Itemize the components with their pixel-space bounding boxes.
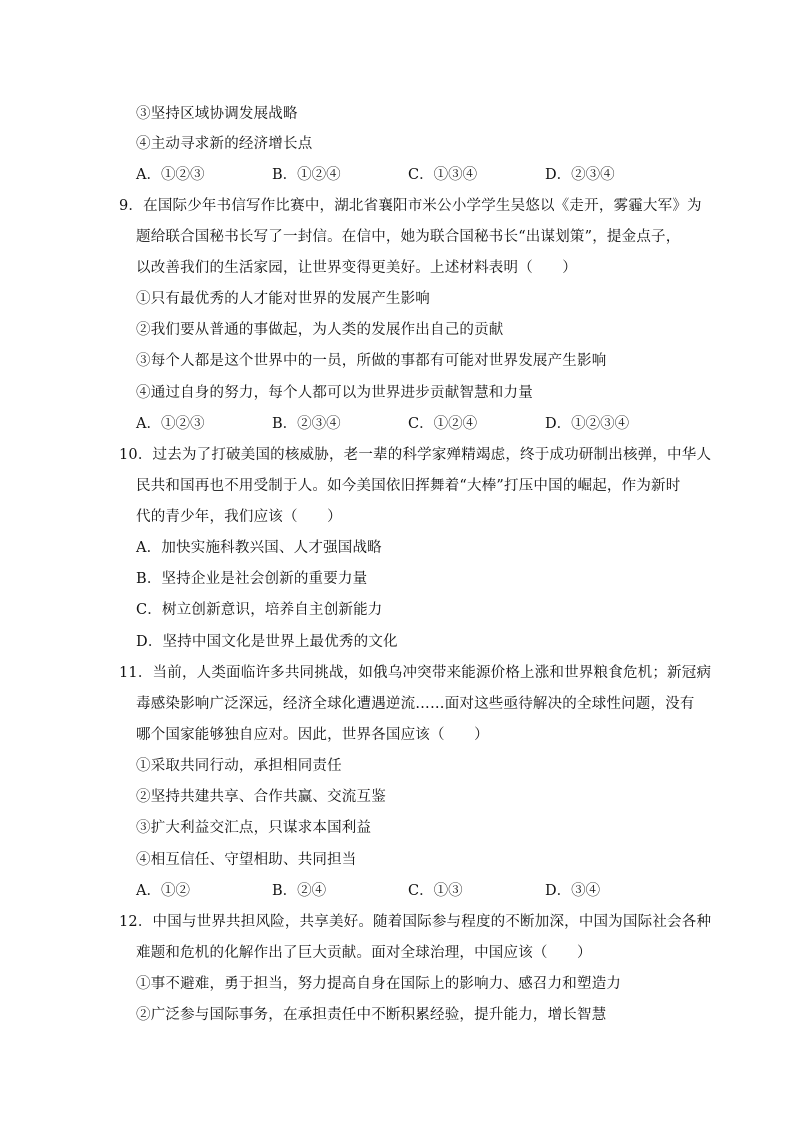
q11-stem-line-3: 哪个国家能够独自应对。因此，世界各国应该（ ） xyxy=(136,727,489,743)
q8-option-c: C．①③④ xyxy=(408,167,478,183)
q9-stem-line-1: 9．在国际少年书信写作比赛中，湖北省襄阳市米公小学学生吴悠以《走开，雾霾大军》为 xyxy=(119,198,702,214)
q12-item-2: ②广泛参与国际事务，在承担责任中不断积累经验，提升能力，增长智慧 xyxy=(136,1007,607,1023)
q11-option-a: A．①② xyxy=(136,883,190,899)
q9-option-d: D．①②③④ xyxy=(545,416,630,432)
q8-item-3: ③坚持区域协调发展战略 xyxy=(136,106,298,122)
q9-option-b: B．②③④ xyxy=(272,416,341,432)
q9-option-a: A．①②③ xyxy=(136,416,205,432)
q9-item-3: ③每个人都是这个世界中的一员，所做的事都有可能对世界发展产生影响 xyxy=(136,353,607,369)
q10-option-c: C．树立创新意识，培养自主创新能力 xyxy=(136,602,383,618)
q11-option-d: D．③④ xyxy=(545,883,601,899)
q11-item-3: ③扩大利益交汇点，只谋求本国利益 xyxy=(136,820,372,836)
q11-item-4: ④相互信任、守望相助、共同担当 xyxy=(136,852,357,868)
q11-option-c: C．①③ xyxy=(408,883,463,899)
q12-item-1: ①事不避难，勇于担当，努力提高自身在国际上的影响力、感召力和塑造力 xyxy=(136,976,622,992)
q11-stem-line-1: 11．当前，人类面临许多共同挑战，如俄乌冲突带来能源价格上涨和世界粮食危机；新冠病 xyxy=(119,665,712,681)
q8-option-a: A．①②③ xyxy=(136,167,205,183)
q10-stem-line-1: 10．过去为了打破美国的核威胁，老一辈的科学家殚精竭虑，终于成功研制出核弹，中华人 xyxy=(119,447,712,463)
q9-item-4: ④通过自身的努力，每个人都可以为世界进步贡献智慧和力量 xyxy=(136,385,533,401)
q12-stem-line-1: 12．中国与世界共担风险，共享美好。随着国际参与程度的不断加深，中国为国际社会各种 xyxy=(119,914,712,930)
q9-stem-line-3: 以改善我们的生活家园，让世界变得更美好。上述材料表明（ ） xyxy=(136,260,577,276)
q9-stem-line-2: 题给联合国秘书长写了一封信。在信中，她为联合国秘书长“出谋划策”，提金点子， xyxy=(136,229,681,245)
q10-option-d: D．坚持中国文化是世界上最优秀的文化 xyxy=(136,634,398,650)
q11-option-b: B．②④ xyxy=(272,883,327,899)
q9-option-c: C．①②④ xyxy=(408,416,478,432)
q12-stem-line-2: 难题和危机的化解作出了巨大贡献。面对全球治理，中国应该（ ） xyxy=(136,945,592,961)
q11-stem-line-2: 毒感染影响广泛深远，经济全球化遭遇逆流……面对这些亟待解决的全球性问题，没有 xyxy=(136,696,695,712)
q11-item-1: ①采取共同行动，承担相同责任 xyxy=(136,758,342,774)
q10-stem-line-2: 民共和国再也不用受制于人。如今美国依旧挥舞着“大棒”打压中国的崛起，作为新时 xyxy=(136,478,681,494)
q10-option-a: A．加快实施科教兴国、人才强国战略 xyxy=(136,540,382,556)
q8-option-d: D．②③④ xyxy=(545,167,615,183)
q9-item-1: ①只有最优秀的人才能对世界的发展产生影响 xyxy=(136,291,430,307)
q10-stem-line-3: 代的青少年，我们应该（ ） xyxy=(136,509,342,525)
q8-item-4: ④主动寻求新的经济增长点 xyxy=(136,136,313,152)
q11-item-2: ②坚持共建共享、合作共赢、交流互鉴 xyxy=(136,789,386,805)
q9-item-2: ②我们要从普通的事做起，为人类的发展作出自己的贡献 xyxy=(136,322,504,338)
q10-option-b: B．坚持企业是社会创新的重要力量 xyxy=(136,571,368,587)
q8-option-b: B．①②④ xyxy=(272,167,341,183)
